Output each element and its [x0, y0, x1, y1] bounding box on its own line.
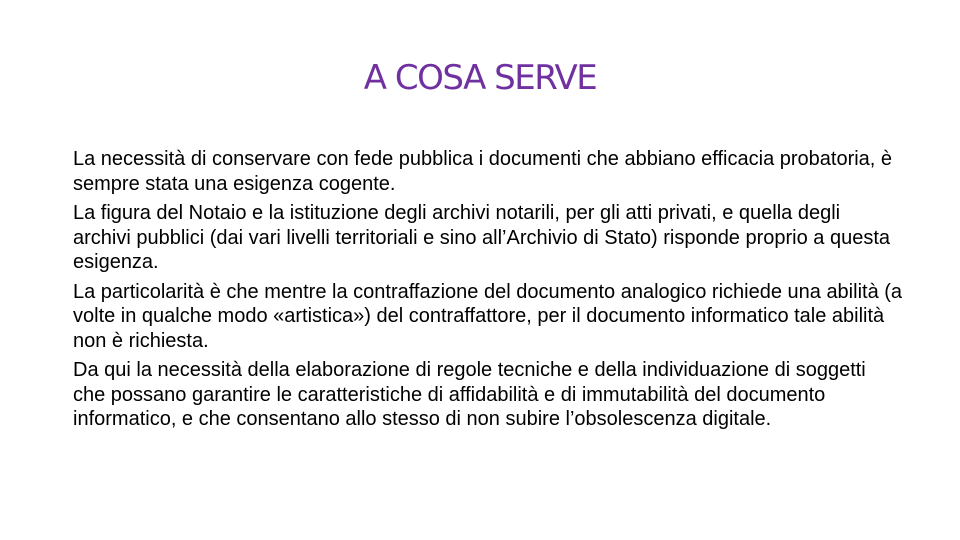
paragraph-3: La particolarità è che mentre la contraffazione del documento analogico richiede una abilità (a volte in qualche modo «artistica») del contraffattore, per il documento informatico tale abilità non è richiesta.: [73, 280, 903, 352]
paragraph-1: La necessità di conservare con fede pubblica i documenti che abbiano efficacia probatoria, è sempre stata una esigenza cogente.: [73, 148, 893, 195]
paragraph-2: La figura del Notaio e la istituzione degli archivi notarili, per gli atti privati, e quella degli archivi pubblici (dai vari livelli territoriali e sino all’Archivio di Stato) risponde proprio a questa esigenza.: [73, 202, 891, 273]
paragraph-4: Da qui la necessità della elaborazione di regole tecniche e della individuazione di soggetti che possano garantire le caratteristiche di affidabilità e di immutabilità del documento informatico, e che consentano allo stesso di non subire l’obsolescenza digitale.: [73, 359, 866, 430]
slide-title: A COSA SERVE: [363, 58, 597, 98]
slide-body: [73, 147, 903, 437]
